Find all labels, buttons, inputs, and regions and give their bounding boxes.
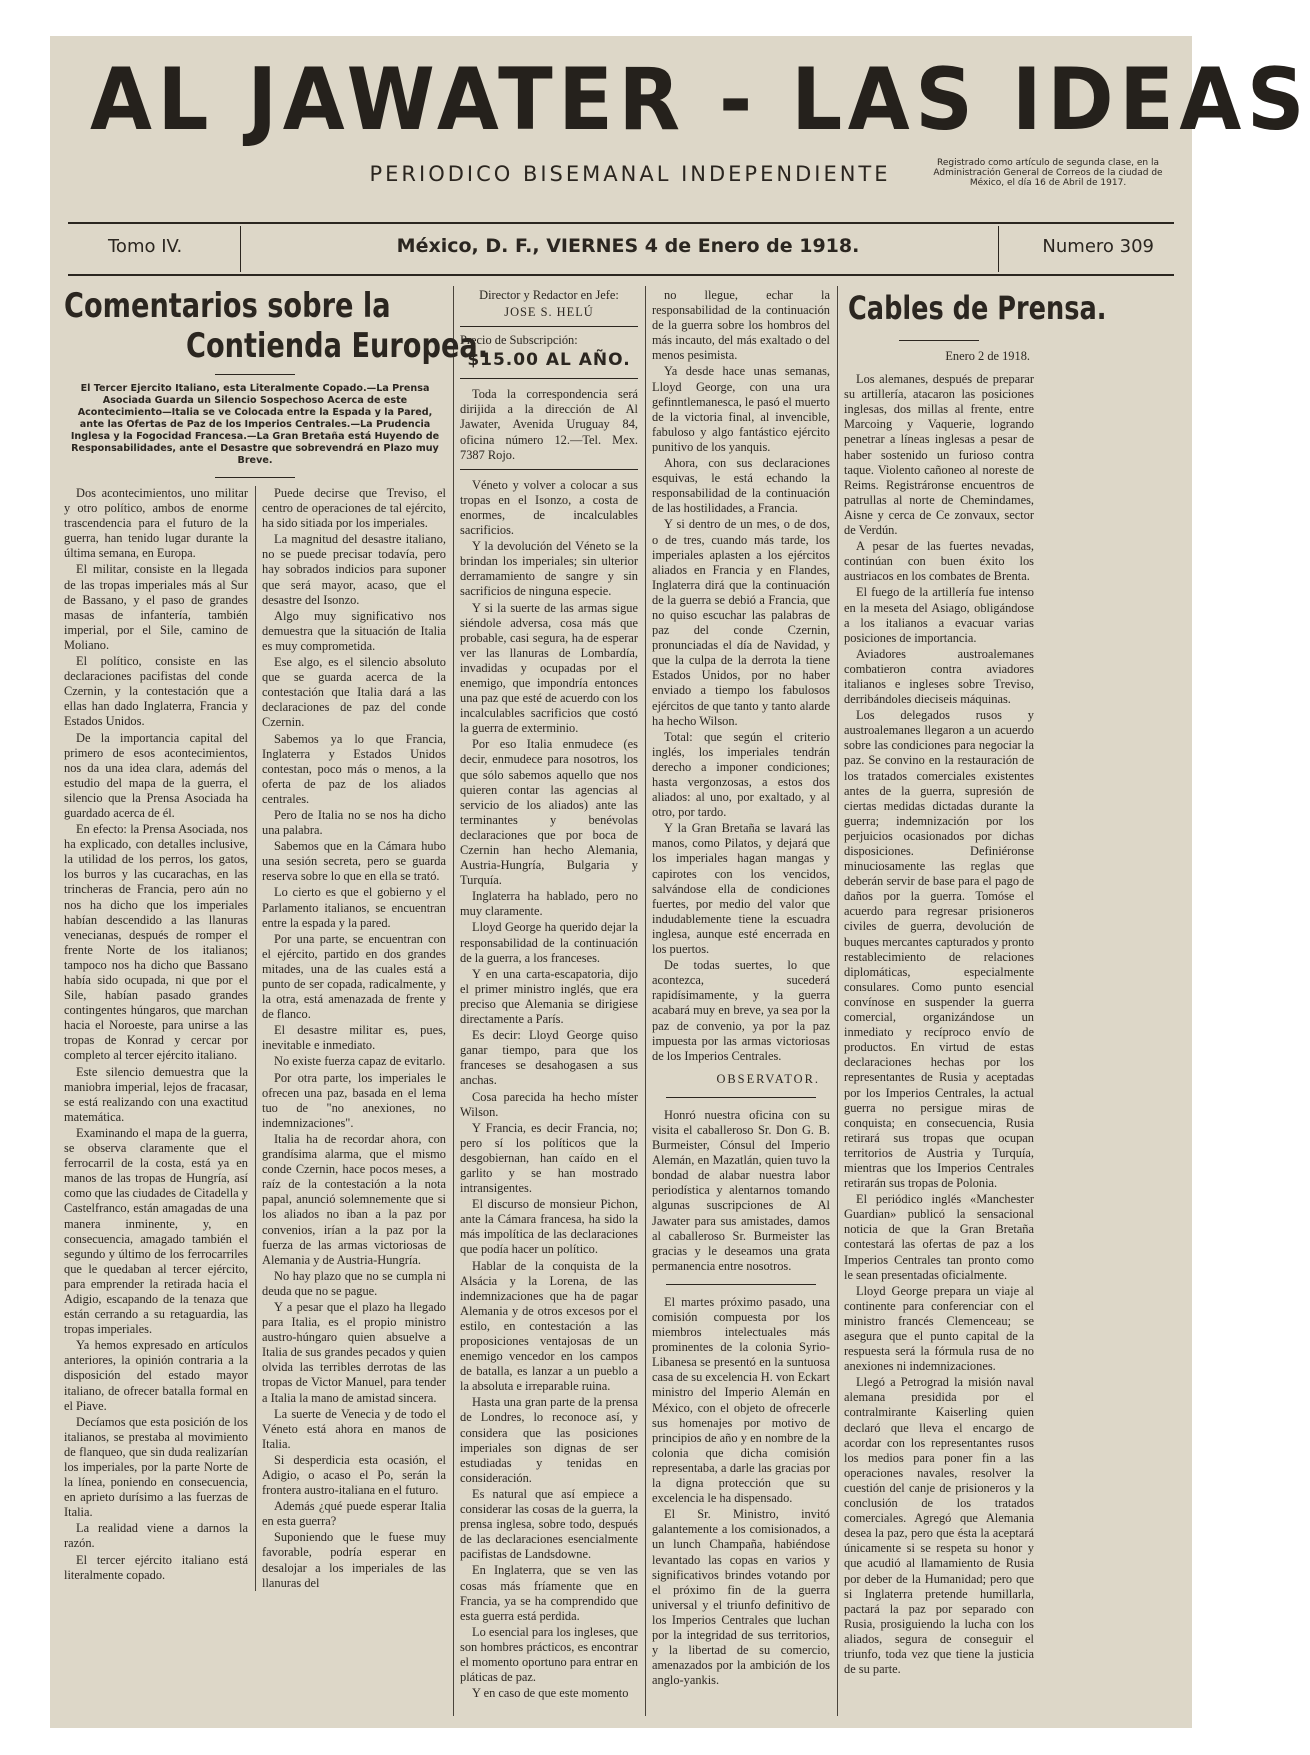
column-3 (460, 288, 638, 1706)
article-paragraph: Lo esencial para los ingleses, que son hombres prácticos, es encontrar el momento oportuno para entrar en pláticas de paz. (460, 1624, 638, 1685)
article-paragraph: Algo muy significativo nos demuestra que la situación de Italia es muy comprometida. (262, 608, 446, 653)
article-paragraph: Hasta una gran parte de la prensa de Londres, lo reconoce así, y considera que las posiciones imperiales son dignas de ser estudiadas y tenidas en consideración. (460, 1395, 638, 1485)
article-paragraph: Y si dentro de un mes, o de dos, o de tres, cuando más tarde, los imperiales aplasten a los ejércitos aliados en Francia y en Flandes, Inglaterra dirá que la continuación de la guerra se debió a Francia, que no quiso escuchar las palabras de paz del conde Czernin, pronunciadas el día de Navidad, y que la culpa de la derrota la tiene Estados Unidos, por no haber enviado a tiempo los fabulosos ejércitos de que tanto y tanto alarde ha hecho Wilson. (652, 517, 830, 728)
column-4 (652, 288, 830, 1706)
article-paragraph: Véneto y volver a colocar a sus tropas en el Isonzo, a costa de enormes, de incalculables sacrificios. (460, 477, 638, 538)
article-paragraph: Por otra parte, los imperiales le ofrecen una paz, basada en el lema tuo de "no anexiones, no indemnizaciones". (262, 1070, 446, 1130)
notice-paragraph: El martes próximo pasado, una comisión compuesta por los miembros intelectuales más prominentes de la colonia Syrio-Libanesa se presentó en la suntuosa casa de su excelencia H. von Eckart ministro del Imperio Alemán en México, con el objeto de ofrecerle sus homenajes por motivo de principios de año y en nombre de la colonia que dicha comisión representaba, a darle las gracias por la digna protección que su excelencia le ha dispensado. (652, 1294, 830, 1506)
top-rule (68, 222, 1174, 224)
divider (460, 378, 638, 379)
director-label: Director y Redactor en Jefe: (479, 288, 619, 302)
article-paragraph: No existe fuerza capaz de evitarlo. (274, 1054, 446, 1069)
article-paragraph: Dos acontecimientos, uno militar y otro político, ambos de enorme trascendencia para el futuro de la guerra, han tenido lugar durante la última semana, en Europa. (64, 486, 248, 561)
article-paragraph: Ya hemos expresado en artículos anteriores, la opinión contraria a la disposición del estado mayor italiano, de ofrecer batalla formal en el Piave. (64, 1338, 248, 1413)
divider (666, 1097, 816, 1098)
article-paragraph: Por eso Italia enmudece (es decir, enmudece para nosotros, los que sólo sabemos aquello que nos quieren contar las agencias al servicio de los aliados) ante las terminantes y benévolas declaraciones que por boca de Czernin han hecho Alemania, Austria-Hungría, Bulgaria y Turquía. (460, 737, 638, 888)
article-paragraph: Por una parte, se encuentran con el ejército, partido en dos grandes mitades, una de las cuales está a punto de ser copada, radicalmente, y la otra, está amenazada de frente y de flanco. (262, 931, 446, 1022)
price-label: Precio de Subscripción: (460, 333, 578, 348)
divider (666, 1284, 816, 1285)
bottom-rule (68, 274, 1174, 276)
article-paragraph: Sabemos ya lo que Francia, Inglaterra y Estados Unidos contestan, poco más o menos, a la oferta de paz de los aliados centrales. (262, 731, 446, 806)
article-paragraph: Ahora, con sus declaraciones esquivas, le está echando la responsabilidad de la continuación de las hostilidades, a Francia. (652, 456, 830, 516)
cables-dateline: Enero 2 de 1918. (945, 349, 1030, 363)
article-contienda (64, 286, 489, 1716)
article-paragraph: Puede decirse que Treviso, el centro de operaciones de tal ejército, ha sido sitiada por los imperiales. (262, 486, 446, 531)
article-paragraph: Examinando el mapa de la guerra, se observa claramente que el ferrocarril de la costa, está ya en manos de las tropas de Hungría, así como que las ciudades de Citadella y Castelfranco, están amagadas de una manera inminente, y, en consecuencia, amagado también el segundo y último de los ferrocarriles que le quedaban al tercer ejército, para emprender la retirada hacia el Adigio, escapando de la tenaza que están cerrando a su retaguardia, las tropas imperiales. (64, 1125, 248, 1337)
cables-body (844, 372, 1034, 1677)
notice-syrio-libanesa (652, 1295, 830, 1688)
article-paragraph: Y a pesar que el plazo ha llegado para Italia, es el propio ministro austro-húngaro quien absuelve a Italia de sus grandes pecados y quien olvida las terribles derrotas de las tropas de Victor Manuel, para tender a Italia la mano de amistad sincera. (262, 1299, 446, 1405)
newspaper-page (50, 36, 1310, 1728)
article-paragraph: Este silencio demuestra que la maniobra imperial, lejos de fracasar, se está realizando con una exactitud matemática. (64, 1064, 248, 1124)
article-paragraph: Hablar de la conquista de la Alsácia y la Lorena, de las indemnizaciones que ha de pagar Alemania y de otros excesos por el estilo, en contestación a las proposiciones ventajosas de un enemigo vencedor en los campos de batalla, es lanzar a un pueblo a la absoluta e irreparable ruina. (460, 1258, 638, 1394)
article-paragraph: Lo cierto es que el gobierno y el Parlamento italianos, se encuentran entre la espada y la pared. (262, 885, 446, 930)
article-paragraph: Ya desde hace unas semanas, Lloyd George, con una ura gefinntlemanesca, le pasó el muerto de la victoria final, al invencible, fabuloso y algo fantástico ejército punitivo de los yanquis. (652, 364, 830, 454)
article-paragraph: El militar, consiste en la llegada de las tropas imperiales más al Sur de Bassano, y el paso de grandes masas de infantería, también imperial, por el Sile, camino de Moliano. (64, 562, 248, 652)
article-paragraph: Cosa parecida ha hecho míster Wilson. (460, 1089, 638, 1119)
article-paragraph: De la importancia capital del primero de esos acontecimientos, nos da una idea clara, además del estudio del mapa de la guerra, el silencio que la Prensa Asociada ha guardado acerca de él. (64, 730, 248, 820)
correspondence-note: Toda la correspondencia será dirijida a la dirección de Al Jawater, Avenida Uruguay 84, oficina número 12.—Tel. Mex. 7387 Rojo. (460, 387, 638, 462)
cable-paragraph: El fuego de la artillería fue intenso en la meseta del Asiago, obligándose a los italianos a evacuar varias posiciones de importancia. (844, 585, 1034, 645)
column-5 (844, 288, 1107, 1706)
article-paragraph: El tercer ejército italiano está literalmente copado. (64, 1552, 248, 1582)
column-divider (837, 286, 838, 1716)
article-paragraph: no llegue, echar la responsabilidad de la continuación de la guerra sobre los hombros del más incauto, del más exaltado o del menos pesimista. (652, 288, 830, 363)
article-paragraph: Decíamos que esta posición de los italianos, se prestaba al movimiento de flanqueo, que sin duda realizarían los imperiales, por la parte Norte de la línea, poniendo en consecuencia, en aprieto durísimo a las fuerzas de Italia. (64, 1414, 248, 1520)
info-divider (998, 226, 999, 272)
article-body (64, 486, 446, 1591)
article-paragraph: Suponiendo que le fuese muy favorable, podría esperar en desalojar a los imperiales de las llanuras del (262, 1530, 446, 1590)
cable-paragraph: Lloyd George prepara un viaje al continente para conferenciar con el ministro francés Clemenceau; se asegura que el punto capital de la respuesta será la fórmula rusa de no anexiones ni indemnizaciones. (844, 1283, 1034, 1374)
article-paragraph: Y en caso de que este momento (472, 1686, 629, 1701)
article-paragraph: El político, consiste en las declaraciones pacifistas del conde Czernin, y la contestación que a ellas han dado Inglaterra, Francia y Estados Unidos. (64, 654, 248, 729)
article-paragraph: Además ¿qué puede esperar Italia en esta guerra? (262, 1499, 446, 1529)
cable-paragraph: Aviadores austroalemanes combatieron contra aviadores italianos e ingleses sobre Treviso, derribándoles dieciseis máquinas. (844, 646, 1034, 707)
subscription-price: $15.00 AL AÑO. (467, 350, 631, 371)
info-bar (68, 226, 1174, 272)
volume-label: Tomo IV. (108, 236, 183, 257)
notice-consul-visit: Honró nuestra oficina con su visita el caballeroso Sr. Don G. B. Burmeister, Cónsul del Imperio Alemán, en Mazatlán, quien tuvo la bondad de alabar nuestra labor periodística y alentarnos tomando algunas suscripciones de Al Jawater para sus amistades, damos al caballeroso Sr. Burmeister las gracias y le deseamos una grata permanencia entre nosotros. (652, 1107, 830, 1273)
article-paragraph: Pero de Italia no se nos ha dicho una palabra. (262, 807, 446, 838)
headline-rule (899, 340, 979, 341)
column-4-body (652, 288, 830, 1064)
cable-paragraph: Llegó a Petrograd la misión naval alemana presidida por el contralmirante Kaiserling quien declaró que lleva el encargo de acordar con los representantes rusos los medios para poner fin a las operaciones navales, resolver la cuestión del canje de prisioneros y la conclusión de los tratados comerciales. Agregó que Alemania desea la paz, pero que ésta la aceptará únicamente si se respeta su honor y que acudió al llamamiento de Rusia por deber de la Humanidad; pero que si Inglaterra pretende humillarla, pactará la paz por separado con Rusia, prosiguiendo la lucha con los aliados, segura de conseguir el triunfo, toda vez que tiene la justicia de su parte. (844, 1375, 1034, 1677)
article-paragraph: Y la Gran Bretaña se lavará las manos, como Pilatos, y dejará que los imperiales hagan mangas y capirotes con los vencidos, salvándose ella de condiciones fuertes, por medio del valor que indudablemente tiene la escuadra inglesa, aunque esté encerrada en los puertos. (652, 821, 830, 957)
registration-note: Registrado como artículo de segunda clase, en la Administración General de Correos de la ciudad de México, el día 16 de Abril de 1917. (933, 158, 1163, 188)
article-paragraph: No hay plazo que no se cumpla ni deuda que no se pague. (262, 1268, 446, 1298)
deck-rule (215, 477, 295, 478)
cable-paragraph: Los delegados rusos y austroalemanes llegaron a un acuerdo sobre las condiciones para negociar la paz. Se convino en la restauración de los tratados comerciales existentes antes de la guerra, supresión de ciertas medidas dictadas durante la guerra; indemnización por los perjuicios ocasionados por dichas disposiciones. Definiéronse minuciosamente las reglas que deberán servir de base para el pago de daños por la guerra. Tomóse el acuerdo para regresar prisioneros civiles de guerra, devolución de buques mercantes capturados y pronto restablecimiento de relaciones diplomáticas, especialmente consulares. Como punto esencial convínose en suspender la guerra comercial, organizándose un inmediato y recíproco envío de productos. En virtud de estas declaraciones hechas por los representantes de Rusia y aceptadas por los Imperios Centrales, la actual guerra no persigue miras de conquista; en consecuencia, Rusia retirará sus tropas que ocupan territorios de Austria y Turquía, mientras que los Imperios Centrales retirarán sus tropas de Polonia. (844, 708, 1034, 1191)
article-paragraph: Ese algo, es el silencio absoluto que se guarda acerca de la contestación que Italia dará a las declaraciones de paz del conde Czernin. (262, 655, 446, 730)
article-paragraph: Y si la suerte de las armas sigue siéndole adversa, cosa más que probable, casi segura, ha de esperar ver las llanuras de Lombardía, invadidas y ocupadas por el enemigo, que impondría entonces una paz que esté de acuerdo con los incalculables sacrificios que costó la guerra de exterminio. (460, 600, 638, 736)
column-divider (645, 286, 646, 1716)
column-3-body (460, 478, 638, 1702)
article-paragraph: Total: que según el criterio inglés, los imperiales tendrán derecho a imponer condiciones; hasta vergonzosas, a estos dos aliados: al uno, por exaltado, y al otro, por tardo. (652, 729, 830, 820)
info-divider (240, 226, 241, 272)
article-paragraph: Si desperdicia esta ocasión, el Adigio, o acaso el Po, serán la frontera austro-italiana en el futuro. (262, 1452, 446, 1498)
article-paragraph: De todas suertes, lo que acontezca, sucederá rapidísimamente, y la guerra acabará muy en breve, ya sea por la paz de convenio, ya por la paz impuesta por las armas victoriosas de los Imperios Centrales. (652, 958, 830, 1063)
masthead-subtitle: PERIODICO BISEMANAL INDEPENDIENTE (369, 162, 891, 186)
masthead-title: AL JAWATER - LAS IDEAS (89, 50, 1310, 150)
article-paragraph: Es decir: Lloyd George quiso ganar tiempo, para que los franceses se desahogasen a sus anchas. (460, 1028, 638, 1088)
article-paragraph: En efecto: la Prensa Asociada, nos ha explicado, con detalles inclusive, la utilidad de los perros, los gatos, los burros y las cucarachas, en las trincheras de Francia, pero aún no nos ha dicho que los imperiales habían descendido a las llanuras venecianas, después de romper el frente Norte de los italianos; tampoco nos ha dicho que Bassano había sido ocupada, ni que por el Sile, habían pasado grandes contingentes húngaros, que marchan hacia el Noroeste, para unirse a las tropas de Konrad y cercar por completo al tercer ejército italiano. (64, 822, 248, 1063)
notice-paragraph: El Sr. Ministro, invitó galantemente a los comisionados, a un lunch Champaña, habiéndose levantado las copas en varios y significativos brindes votando por el próximo fin de la guerra universal y el triunfo definitivo de los Imperios Centrales que luchan por la integridad de sus territorios, y la libertad de su comercio, amenazados por la ambición de los anglo-yankis. (652, 1507, 830, 1688)
article-paragraph: Italia ha de recordar ahora, con grandísima alarma, que el mismo conde Czernin, hace pocos meses, a raíz de la contestación a la nota papal, anunció solemnemente que si los aliados no iban a la paz por convenios, irían a la paz por la fuerza de las armas victoriosas de Alemania y de Austria-Hungría. (262, 1131, 446, 1267)
article-paragraph: En Inglaterra, que se ven las cosas más fríamente que en Francia, ya se ha comprendido que esta guerra está perdida. (460, 1563, 638, 1623)
cables-headline: Cables de Prensa. (848, 289, 1107, 327)
article-paragraph: El discurso de monsieur Pichon, ante la Cámara francesa, ha sido la más impolítica de las declaraciones que podía hacer un político. (460, 1197, 638, 1257)
cable-paragraph: A pesar de las fuertes nevadas, continúan con buen éxito los austriacos en los combates de Brenta. (844, 539, 1034, 584)
issue-date: México, D. F., VIERNES 4 de Enero de 1918. (396, 235, 860, 257)
article-paragraph: La magnitud del desastre italiano, no se puede precisar todavía, pero hay sobrados indicios para suponer que será mayor, acaso, que el desastre del Isonzo. (262, 532, 446, 607)
article-deck: El Tercer Ejercito Italiano, esta Literalmente Copado.—La Prensa Asociada Guarda un Silencio Sospechoso Acerca de este Acontecimiento—Italia se ve Colocada entre la Espada y la Pared, ante las Ofertas de Paz de los Imperios Centrales.—La Prudencia Inglesa y la Fogocidad Francesa.—La Gran Bretaña está Huyendo de Responsabilidades, ante el Desastre que sobrevendrá en Plazo muy Breve. (70, 383, 440, 466)
column-divider (453, 286, 454, 1716)
headline-rule (215, 374, 295, 375)
article-signature: OBSERVATOR. (716, 1071, 820, 1086)
article-paragraph: La realidad viene a darnos la razón. (64, 1521, 248, 1551)
article-paragraph: La suerte de Venecia y de todo el Véneto está ahora en manos de Italia. (262, 1406, 446, 1451)
article-paragraph: Y la devolución del Véneto se la brindan los imperiales; sin ulterior derramamiento de sangre y sin sacrificios de ninguna especie. (460, 539, 638, 599)
article-paragraph: Lloyd George ha querido dejar la responsabilidad de la continuación de la guerra, a los franceses. (460, 920, 638, 965)
divider (460, 326, 638, 327)
article-paragraph: El desastre militar es, pues, inevitable e inmediato. (262, 1023, 446, 1053)
article-headline-line1: Comentarios sobre la (64, 286, 391, 326)
article-paragraph: Inglaterra ha hablado, pero no muy claramente. (460, 889, 638, 919)
article-paragraph: Es natural que así empiece a considerar las cosas de la guerra, la prensa inglesa, sobre todo, después de las declaraciones esencialmente pacifistas de Landsdowne. (460, 1486, 638, 1562)
director-name: JOSE S. HELÚ (504, 305, 594, 320)
article-paragraph: Y Francia, es decir Francia, no; pero sí los políticos que la desgobiernan, han caído en el garlito y se han mostrado intransigentes. (460, 1120, 638, 1196)
cable-paragraph: El periódico inglés «Manchester Guardian» publicó la sensacional noticia de que la Gran Bretaña contestará las ofertas de paz a los Imperios Centrales tan pronto como le sean presentadas oficialmente. (844, 1192, 1034, 1282)
article-headline-line2: Contienda Europea. (186, 326, 489, 366)
article-paragraph: Y en una carta-escapatoria, dijo el primer ministro inglés, que era preciso que Alemania se dirigiese directamente a París. (460, 966, 638, 1027)
issue-number: Numero 309 (1042, 236, 1154, 257)
divider (460, 469, 638, 470)
article-paragraph: Sabemos que en la Cámara hubo una sesión secreta, pero se guarda reserva sobre lo que en ella se trató. (262, 839, 446, 884)
cable-paragraph: Los alemanes, después de preparar su artillería, atacaron las posiciones inglesas, dos millas al frente, entre Marcoing y Vaquerie, logrando penetrar a líneas inglesas a pesar de haber sostenido un furioso contra taque. Violento cañoneo al noreste de Reims. Registráronse encuentros de patrullas al norte de Chemindames, Aisne y cerca de Ce zonvaux, sector de Verdún. (844, 372, 1034, 538)
